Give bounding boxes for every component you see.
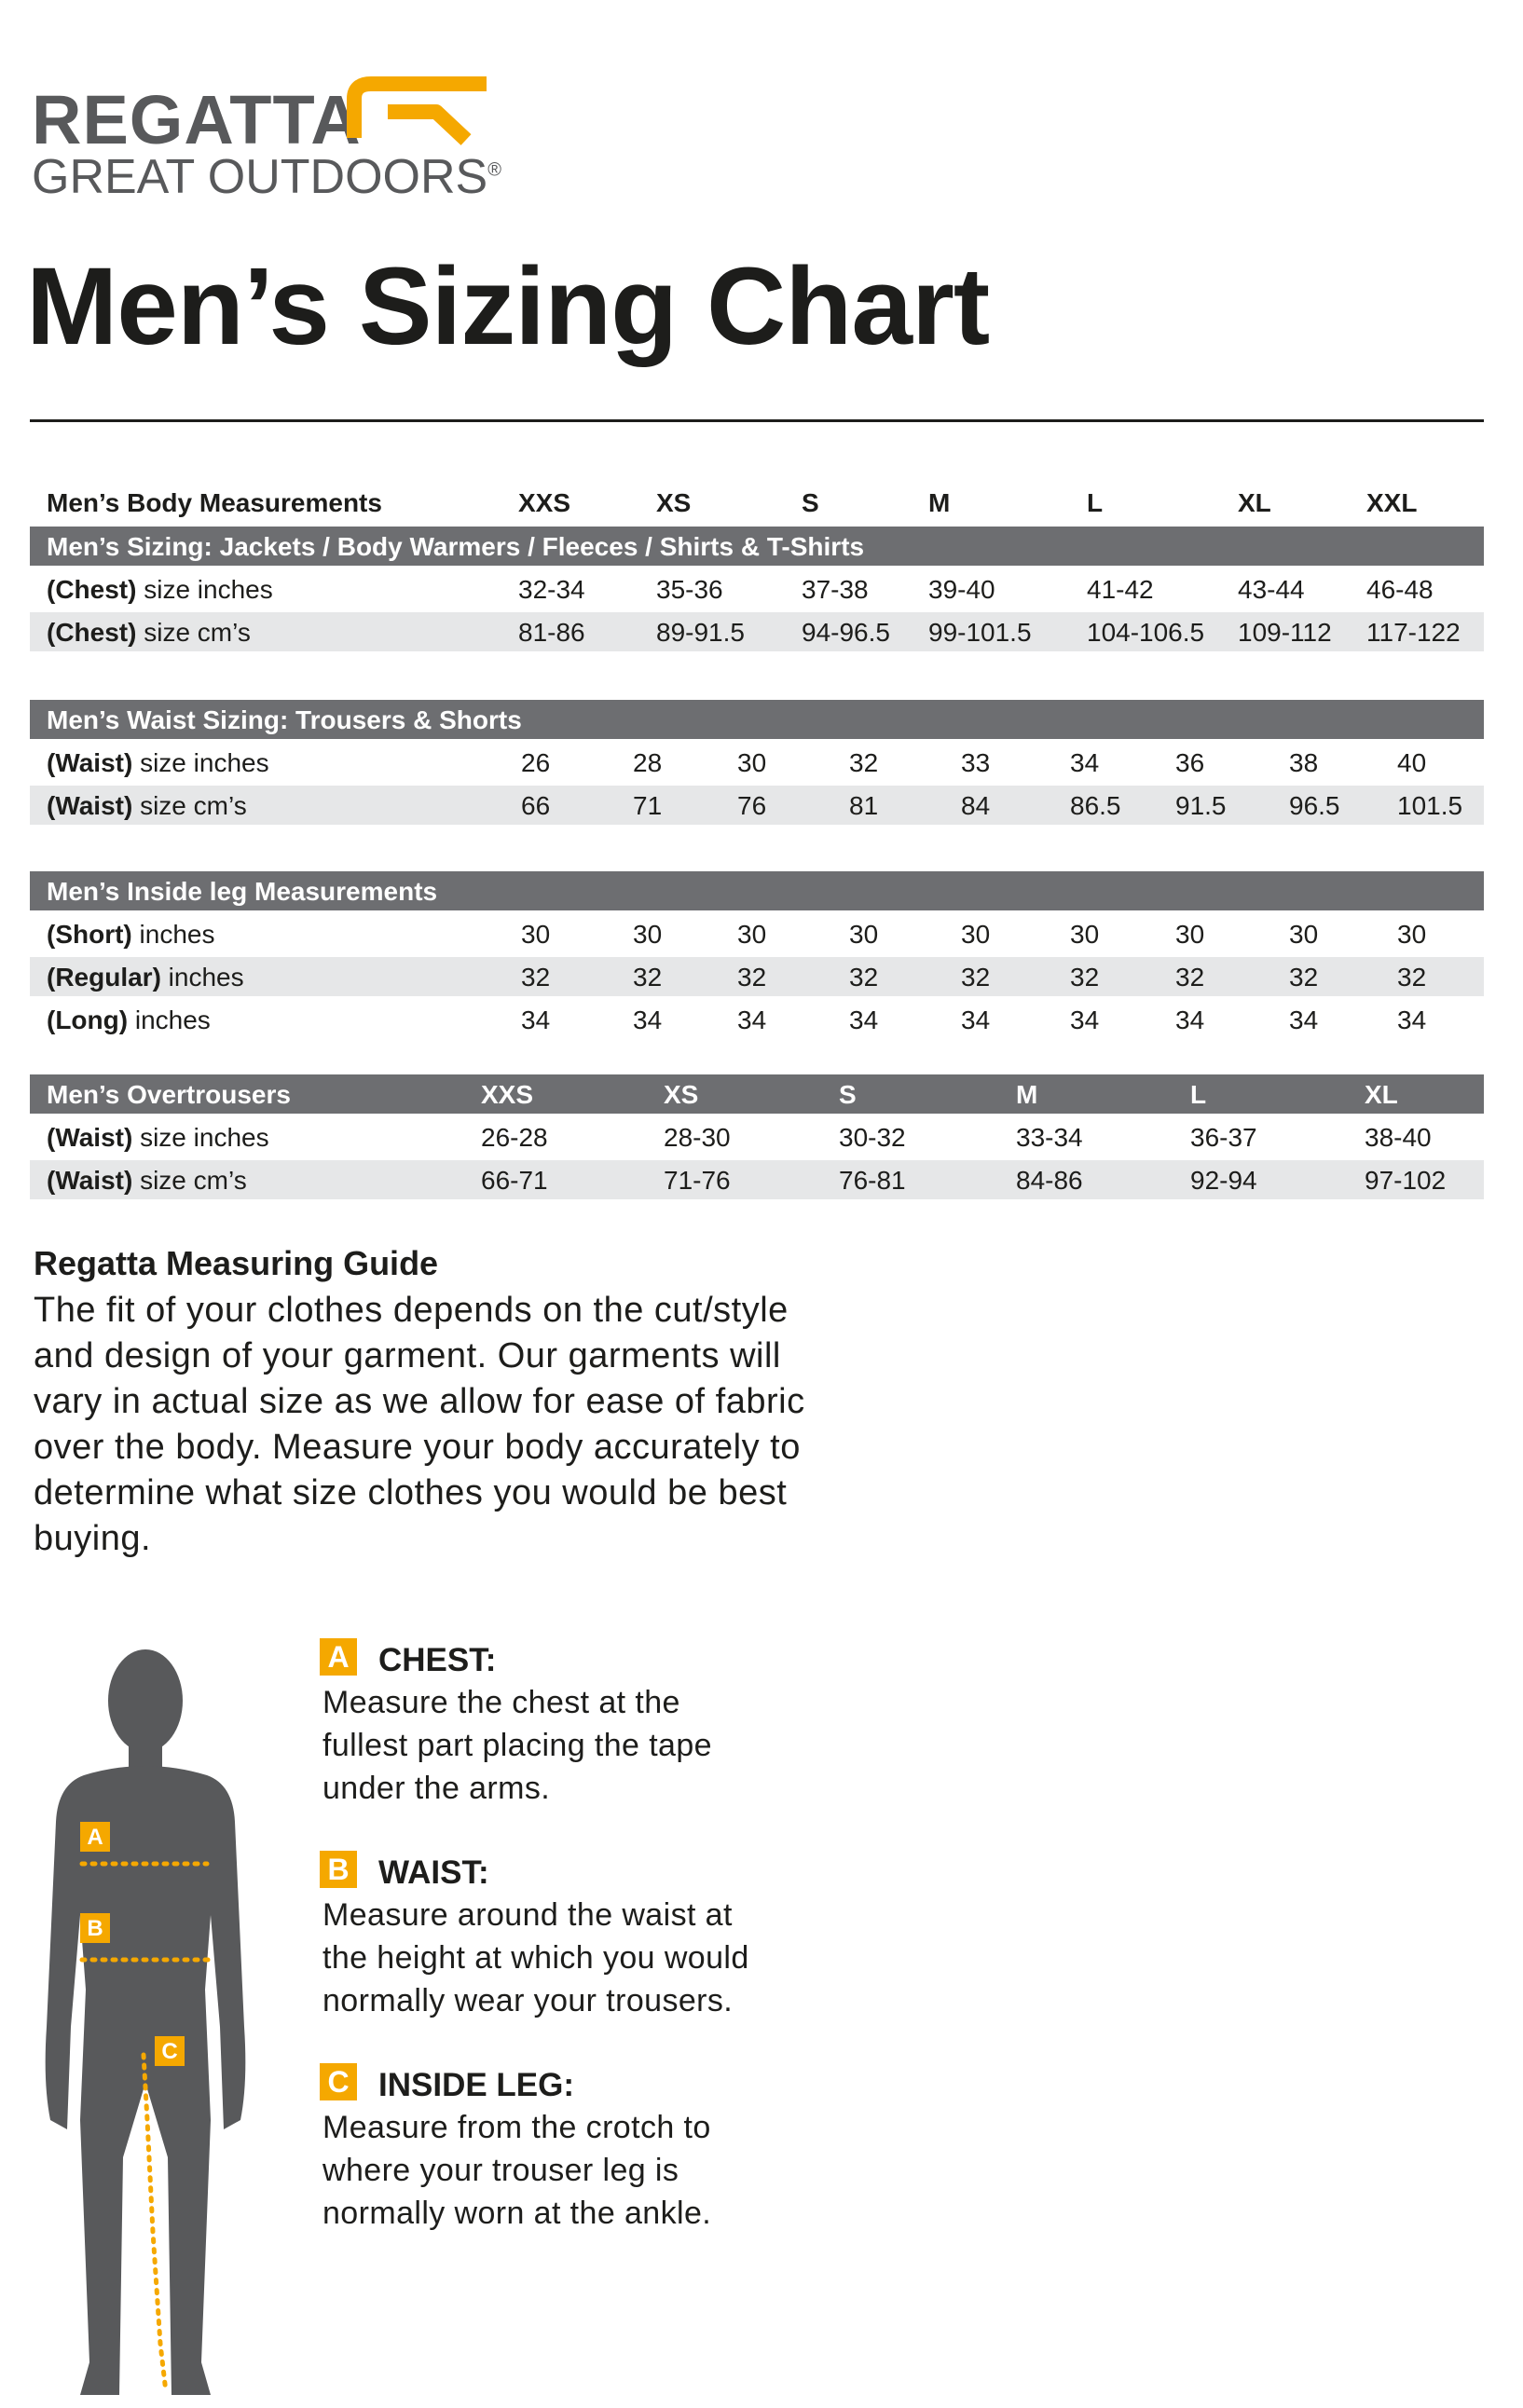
size-header: XXL bbox=[1366, 488, 1418, 517]
table-cell: 34 bbox=[1175, 1006, 1205, 1034]
table-cell: 32 bbox=[961, 963, 991, 992]
table-cell: 30 bbox=[737, 920, 767, 949]
table-cell: 30 bbox=[961, 920, 991, 949]
row-label: (Regular) inches bbox=[47, 963, 244, 992]
size-header: XS bbox=[664, 1080, 699, 1109]
row-label: (Short) inches bbox=[47, 920, 215, 949]
table-cell: 46-48 bbox=[1366, 575, 1434, 604]
guide-line: The fit of your clothes depends on the cut/style bbox=[34, 1291, 789, 1330]
size-header: S bbox=[802, 488, 819, 517]
table-cell: 30 bbox=[737, 748, 767, 777]
guide-line: vary in actual size as we allow for ease of fabric bbox=[34, 1382, 805, 1421]
table-cell: 34 bbox=[1397, 1006, 1427, 1034]
table-cell: 30 bbox=[1397, 920, 1427, 949]
table-cell: 36-37 bbox=[1190, 1123, 1257, 1152]
table-cell: 71 bbox=[633, 791, 663, 820]
measure-a-text: Measure the chest at the fullest part placing the tape under the arms. bbox=[322, 1685, 712, 1806]
table-cell: 117-122 bbox=[1366, 618, 1461, 647]
table-row bbox=[30, 1160, 1484, 1199]
table-cell: 28-30 bbox=[664, 1123, 731, 1152]
section-header-inside-leg bbox=[30, 871, 1484, 910]
size-header: L bbox=[1190, 1080, 1207, 1109]
table-cell: 30 bbox=[633, 920, 663, 949]
size-header: XL bbox=[1365, 1080, 1398, 1109]
measure-a-badge: A bbox=[320, 1638, 357, 1676]
table-cell: 30 bbox=[1175, 920, 1205, 949]
table-row bbox=[30, 1117, 1484, 1156]
table-cell: 35-36 bbox=[656, 575, 723, 604]
measure-c-badge: C bbox=[320, 2063, 357, 2100]
table-cell: 36 bbox=[1175, 748, 1205, 777]
measure-c-text: Measure from the crotch to where your trouser leg is normally worn at the ankle. bbox=[322, 2110, 712, 2231]
section-header-jackets bbox=[30, 527, 1484, 566]
table-cell: 76 bbox=[737, 791, 767, 820]
size-header: S bbox=[839, 1080, 857, 1109]
table-cell: 30 bbox=[849, 920, 879, 949]
table-cell: 37-38 bbox=[802, 575, 869, 604]
section-label: Men’s Body Measurements bbox=[47, 488, 382, 517]
size-header: XS bbox=[656, 488, 692, 517]
table-cell: 32 bbox=[521, 963, 551, 992]
table-cell: 86.5 bbox=[1070, 791, 1121, 820]
row-label: (Long) inches bbox=[47, 1006, 211, 1034]
table-cell: 66-71 bbox=[481, 1166, 548, 1195]
table-cell: 34 bbox=[737, 1006, 767, 1034]
row-label: (Waist) size inches bbox=[47, 1123, 269, 1152]
measure-c-title: INSIDE LEG: bbox=[378, 2067, 575, 2103]
table-cell: 33-34 bbox=[1016, 1123, 1083, 1152]
table-cell: 109-112 bbox=[1238, 618, 1332, 647]
guide-body bbox=[34, 1288, 872, 1562]
measure-b-badge: B bbox=[320, 1851, 357, 1888]
table-cell: 34 bbox=[1070, 748, 1100, 777]
table-row bbox=[30, 612, 1484, 651]
svg-text:B: B bbox=[87, 1916, 103, 1941]
table-cell: 89-91.5 bbox=[656, 618, 745, 647]
table-cell: 97-102 bbox=[1365, 1166, 1447, 1195]
table-cell: 32 bbox=[849, 748, 879, 777]
table-cell: 28 bbox=[633, 748, 663, 777]
row-label: (Waist) size cm’s bbox=[47, 1166, 247, 1195]
table-cell: 26 bbox=[521, 748, 551, 777]
section-header-label: Men’s Waist Sizing: Trousers & Shorts bbox=[47, 705, 522, 734]
regatta-r-mark-icon bbox=[347, 71, 496, 145]
size-header: XXS bbox=[518, 488, 571, 517]
table-cell: 30 bbox=[1070, 920, 1100, 949]
size-header: XL bbox=[1238, 488, 1271, 517]
body-size-header-row bbox=[30, 483, 1484, 522]
measure-b-title: WAIST: bbox=[378, 1854, 489, 1891]
section-header-waist bbox=[30, 700, 1484, 739]
table-cell: 40 bbox=[1397, 748, 1427, 777]
brand-name: REGATTA bbox=[32, 81, 362, 158]
table-cell: 32 bbox=[1397, 963, 1427, 992]
svg-text:A: A bbox=[87, 1825, 103, 1850]
table-cell: 30 bbox=[1289, 920, 1319, 949]
table-cell: 32 bbox=[737, 963, 767, 992]
table-cell: 38-40 bbox=[1365, 1123, 1432, 1152]
table-cell: 43-44 bbox=[1238, 575, 1305, 604]
table-cell: 34 bbox=[961, 1006, 991, 1034]
row-label: (Waist) size inches bbox=[47, 748, 269, 777]
table-cell: 32 bbox=[1175, 963, 1205, 992]
table-cell: 34 bbox=[1070, 1006, 1100, 1034]
table-cell: 32 bbox=[1070, 963, 1100, 992]
page-title: Men’s Sizing Chart bbox=[26, 245, 990, 368]
table-cell: 30 bbox=[521, 920, 551, 949]
table-row bbox=[30, 786, 1484, 825]
table-cell: 26-28 bbox=[481, 1123, 548, 1152]
table-cell: 96.5 bbox=[1289, 791, 1340, 820]
table-cell: 33 bbox=[961, 748, 991, 777]
measure-b-text: Measure around the waist at the height at which you would normally wear your trousers. bbox=[322, 1897, 749, 2018]
table-cell: 84 bbox=[961, 791, 991, 820]
section-header-overtrousers bbox=[30, 1074, 1484, 1114]
size-header: L bbox=[1087, 488, 1104, 517]
row-label: (Chest) size cm’s bbox=[47, 618, 251, 647]
table-cell: 39-40 bbox=[928, 575, 995, 604]
size-header: M bbox=[928, 488, 951, 517]
table-cell: 76-81 bbox=[839, 1166, 906, 1195]
table-cell: 32 bbox=[849, 963, 879, 992]
table-cell: 34 bbox=[633, 1006, 663, 1034]
table-row bbox=[30, 957, 1484, 996]
table-row bbox=[30, 569, 1484, 609]
table-cell: 32 bbox=[633, 963, 663, 992]
size-header: XXS bbox=[481, 1080, 534, 1109]
guide-line: and design of your garment. Our garments will bbox=[34, 1336, 781, 1375]
table-cell: 92-94 bbox=[1190, 1166, 1257, 1195]
body-silhouette-icon bbox=[28, 1635, 252, 2400]
guide-line: buying. bbox=[34, 1519, 152, 1558]
table-cell: 34 bbox=[521, 1006, 551, 1034]
table-cell: 104-106.5 bbox=[1087, 618, 1205, 647]
marker-a bbox=[80, 1822, 110, 1852]
brand-tagline: GREAT OUTDOORS® bbox=[32, 150, 501, 204]
section-header-label: Men’s Sizing: Jackets / Body Warmers / Fleeces / Shirts & T-Shirts bbox=[47, 532, 865, 561]
section-header-label: Men’s Overtrousers bbox=[47, 1080, 291, 1109]
table-cell: 84-86 bbox=[1016, 1166, 1083, 1195]
svg-text:C: C bbox=[161, 2039, 178, 2064]
table-cell: 32 bbox=[1289, 963, 1319, 992]
table-row bbox=[30, 914, 1484, 953]
table-cell: 99-101.5 bbox=[928, 618, 1032, 647]
table-cell: 34 bbox=[849, 1006, 879, 1034]
title-divider bbox=[30, 419, 1484, 422]
guide-line: over the body. Measure your body accurately to bbox=[34, 1428, 801, 1467]
table-cell: 32-34 bbox=[518, 575, 585, 604]
table-row bbox=[30, 743, 1484, 782]
table-cell: 66 bbox=[521, 791, 551, 820]
table-cell: 81 bbox=[849, 791, 879, 820]
guide-line: determine what size clothes you would be best bbox=[34, 1473, 788, 1512]
size-header: M bbox=[1016, 1080, 1038, 1109]
row-label: (Chest) size inches bbox=[47, 575, 273, 604]
table-cell: 94-96.5 bbox=[802, 618, 890, 647]
marker-c bbox=[155, 2036, 185, 2066]
table-cell: 30-32 bbox=[839, 1123, 906, 1152]
table-cell: 41-42 bbox=[1087, 575, 1154, 604]
table-cell: 101.5 bbox=[1397, 791, 1463, 820]
table-cell: 38 bbox=[1289, 748, 1319, 777]
table-cell: 91.5 bbox=[1175, 791, 1227, 820]
measure-a-title: CHEST: bbox=[378, 1642, 497, 1678]
table-cell: 81-86 bbox=[518, 618, 585, 647]
row-label: (Waist) size cm’s bbox=[47, 791, 247, 820]
guide-title: Regatta Measuring Guide bbox=[34, 1244, 439, 1282]
marker-b bbox=[80, 1913, 110, 1943]
table-row bbox=[30, 1000, 1484, 1039]
table-cell: 71-76 bbox=[664, 1166, 731, 1195]
table-cell: 34 bbox=[1289, 1006, 1319, 1034]
section-header-label: Men’s Inside leg Measurements bbox=[47, 877, 438, 906]
